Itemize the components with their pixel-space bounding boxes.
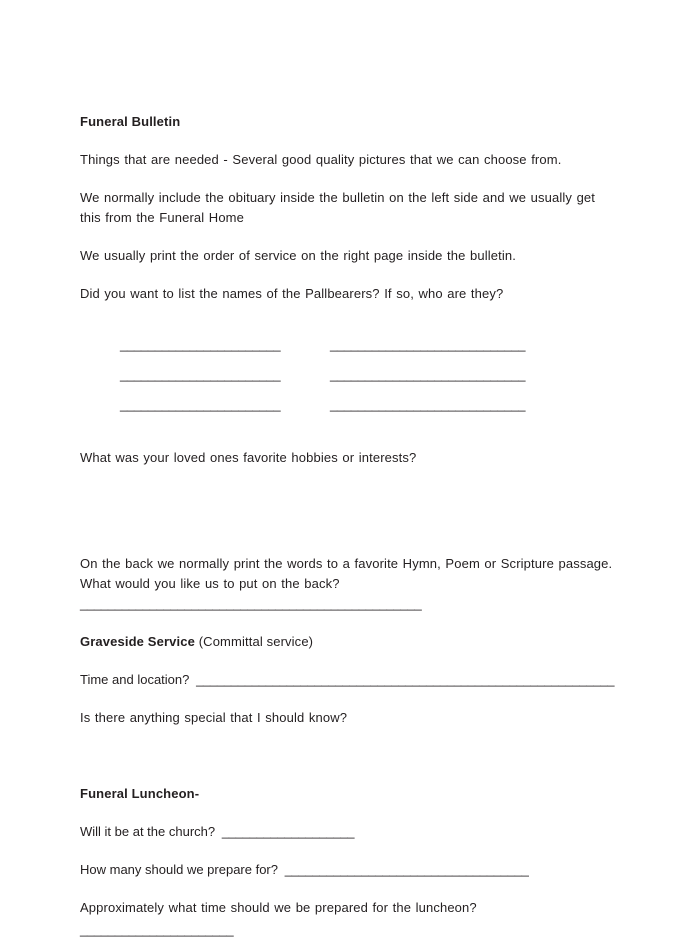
document-body [80, 112, 613, 940]
pallbearer-blank-cell[interactable] [290, 360, 526, 390]
pallbearer-blank-cell[interactable] [80, 360, 290, 390]
heading-graveside-service-text: Graveside Service [80, 634, 195, 649]
pallbearer-blank-row [80, 360, 613, 390]
paragraph-things-needed: Things that are needed - Several good quality pictures that we can choose from. [80, 152, 562, 167]
pallbearer-blank-row [80, 330, 613, 360]
time-and-location-blank[interactable]: ____________________________________________________________ [189, 672, 615, 687]
heading-funeral-luncheon: Funeral Luncheon- [80, 786, 200, 801]
question-luncheon-time-text: Approximately what time should we be prepared for the luncheon? [80, 900, 477, 915]
pallbearer-blank-2: ____________________________ [330, 337, 526, 352]
pallbearer-blank-cell[interactable] [80, 330, 290, 360]
label-time-and-location: Time and location? [80, 672, 190, 687]
pallbearer-blank-5: _______________________ [120, 397, 281, 412]
pallbearer-blank-6: ____________________________ [330, 397, 526, 412]
question-pallbearers: Did you want to list the names of the Pallbearers? If so, who are they? [80, 286, 504, 301]
back-of-bulletin-blank[interactable]: _________________________________________________ [80, 596, 422, 611]
question-back-of-bulletin [80, 554, 613, 614]
pallbearer-blank-3: _______________________ [120, 367, 281, 382]
heading-funeral-bulletin: Funeral Bulletin [80, 114, 181, 129]
paragraph-order-of-service: We usually print the order of service on the right page inside the bulletin. [80, 248, 517, 263]
heading-graveside-service [80, 632, 613, 652]
label-at-the-church: Will it be at the church? [80, 824, 216, 839]
question-anything-special: Is there anything special that I should know? [80, 710, 348, 725]
at-the-church-blank[interactable]: ___________________ [215, 824, 355, 839]
pallbearer-blank-1: _______________________ [120, 337, 281, 352]
answer-space-hobbies[interactable] [80, 486, 613, 554]
field-luncheon-headcount [80, 860, 613, 880]
pallbearer-blank-cell[interactable] [80, 390, 290, 420]
field-graveside-time-location [80, 670, 613, 690]
pallbearer-blank-row [80, 390, 613, 420]
label-how-many-prepare-for: How many should we prepare for? [80, 862, 278, 877]
field-luncheon-at-church [80, 822, 613, 842]
luncheon-time-blank[interactable]: ______________________ [80, 922, 234, 937]
question-back-of-bulletin-text: On the back we normally print the words to a favorite Hymn, Poem or Scripture passage. What would you like us to put on the back? [80, 556, 613, 591]
heading-graveside-service-suffix: (Committal service) [194, 634, 314, 649]
question-hobbies: What was your loved ones favorite hobbies or interests? [80, 450, 417, 465]
pallbearer-blank-cell[interactable] [290, 390, 526, 420]
how-many-prepare-for-blank[interactable]: ___________________________________ [278, 862, 529, 877]
answer-space-graveside[interactable] [80, 746, 613, 784]
pallbearer-blank-cell[interactable] [290, 330, 526, 360]
pallbearer-blank-4: ____________________________ [330, 367, 526, 382]
pallbearer-blanks-grid [80, 330, 613, 420]
question-luncheon-time [80, 898, 613, 940]
paragraph-obituary: We normally include the obituary inside the bulletin on the left side and we usually get this from the Funeral Home [80, 190, 596, 225]
